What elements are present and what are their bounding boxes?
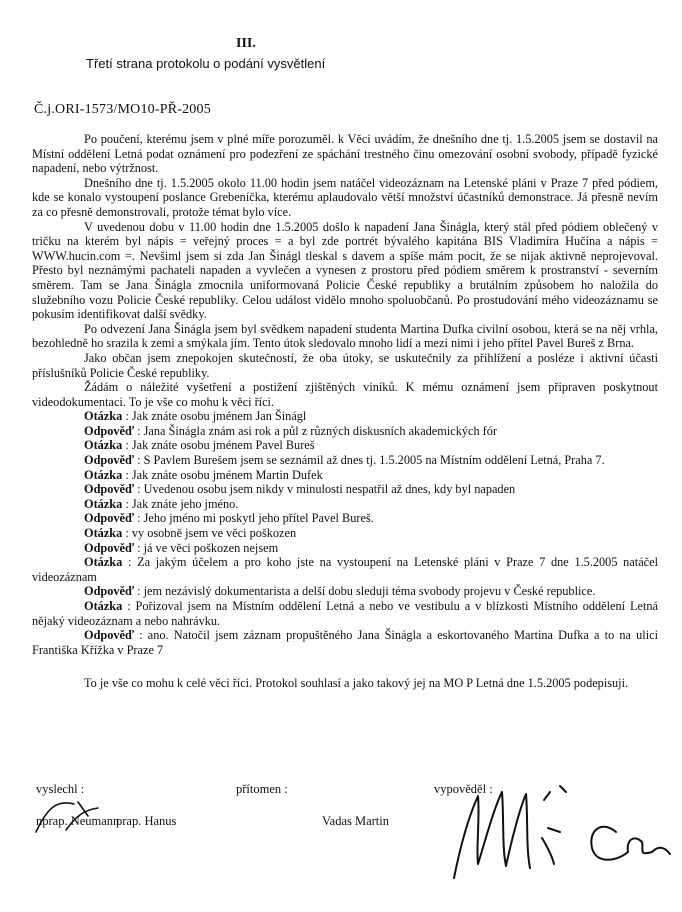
qa-label: Odpověď	[84, 511, 135, 526]
qa-label: Otázka	[84, 599, 123, 613]
qa-line	[32, 453, 658, 468]
signature-label-testified: vypověděl :	[434, 782, 493, 796]
qa-line	[32, 511, 658, 526]
paragraph: Dnešního dne tj. 1.5.2005 okolo 11.00 hodin jsem natáčel videozáznam na Letenské pláni v Praze 7 před pódiem, kde se konalo vystoupení poslance Grebeníčka, kterému aplaudovalo větší množství účastníků demonstrace. Já přesně nevím za co přesně demonstrovali, protože témat bylo více.	[32, 175, 658, 219]
qa-line	[32, 584, 658, 599]
qa-text: : Pořizoval jsem na Místním oddělení Letná a nebo ve vestibulu a v blízkosti Místního oddělení Letná nějaký videozáznam a nebo nahrávku.	[32, 599, 658, 628]
qa-label: Otázka	[84, 438, 123, 453]
document-subtitle: Třetí strana protokolu o podání vysvětlení	[86, 56, 326, 71]
qa-text: : já ve věci poškozen nejsem	[137, 540, 279, 555]
qa-label: Odpověď	[84, 423, 135, 438]
page-number-roman: III.	[236, 36, 256, 51]
qa-line	[32, 497, 658, 512]
qa-label: Otázka	[84, 409, 123, 424]
officer-name-1: nprap. Neumann	[36, 814, 120, 828]
qa-line	[32, 628, 658, 657]
signature-label-interrogated-by: vyslechl :	[36, 782, 85, 796]
signature-label-present: přítomen :	[236, 782, 288, 796]
qa-line	[32, 409, 658, 424]
paragraph: Po poučení, kterému jsem v plné míře porozuměl. k Věci uvádím, že dnešního dne tj. 1.5.2005 jsem se dostavil na Místní oddělení Letná podat oznámení pro podezření ze spáchání trestného činu omezování osobní svobody, případě fyzické napadení, nebo výtržnost.	[32, 132, 658, 176]
paragraph: Žádám o náležité vyšetření a postižení zjištěných viníků. K mému oznámení jsem připraven poskytnout videodokumentaci. To je vše co mohu k věci říci.	[32, 380, 658, 409]
qa-text: : Jak znáte jeho jméno.	[125, 496, 239, 511]
protocol-body	[32, 132, 658, 691]
paragraph: Po odvezení Jana Šinágla jsem byl svědkem napadení studenta Martina Dufka civilní osobou, která se na něj vrhla, bezohledně ho srazila k zemi a smýkala jím. Tento útok sledovalo mnoho lidí a mezi nimi i jeho přítel Pavel Bureš z Brna.	[32, 321, 658, 351]
paragraph: V uvedenou dobu v 11.00 hodin dne 1.5.2005 došlo k napadení Jana Šinágla, který stál před pódiem oblečený v tričku na kterém byl nápis = veřejný proces = a byl zde portrét bývalého kapitána BIS Vladimíra Hučína a nápis = WWW.hucin.com =. Nevšiml jsem si zda Jan Šinágl tleskal s davem a spíše mám pocit, že se nijak aktivně neprojevoval. Přesto byl neznámými pachateli napaden a vyvlečen a vynesen z prostoru před pódiem směrem k prostranství - severním směrem. Tam se Jana Šinágla zmocnila uniformovaná Policie České republiky a brutálním způsobem ho naložila do služebního vozu Policie České republiky. Celou událost vidělo mnoho spoluobčanů. Po prostudování mého videozáznamu se pokusím identifikovat další svědky.	[32, 219, 658, 322]
qa-text: : Za jakým účelem a pro koho jste na vystoupení na Letenské pláni v Praze 7 dne 1.5.2005 natáčel videozáznam	[32, 555, 658, 584]
qa-text: : Jak znáte osobu jménem Jan Šinágl	[125, 409, 307, 424]
qa-text: : ano. Natočil jsem záznam propuštěného Jana Šinágla a eskortovaného Martina Dufka a to na ulici Františka Křížka v Praze 7	[32, 628, 658, 657]
qa-label: Otázka	[84, 526, 123, 541]
qa-line	[32, 468, 658, 483]
qa-line	[32, 424, 658, 439]
qa-line	[32, 438, 658, 453]
qa-label: Odpověď	[84, 628, 135, 643]
paragraph: Jako občan jsem znepokojen skutečností, že oba útoky, se uskutečnily za přihlížení a posléze i aktivní účasti příslušníků Policie České republiky.	[32, 350, 658, 380]
officer-name-2: prap. Hanus	[116, 814, 177, 828]
qa-text: : jem nezávislý dokumentarista a delší dobu sleduji téma svobody projevu v České republice.	[137, 584, 596, 599]
qa-label: Otázka	[84, 467, 123, 482]
qa-text: : Jak znáte osobu jménem Martin Dufek	[125, 467, 323, 482]
qa-line	[32, 541, 658, 556]
qa-line	[32, 482, 658, 497]
qa-text: : Jeho jméno mi poskytl jeho přítel Pavel Bureš.	[137, 511, 374, 526]
qa-label: Otázka	[84, 496, 123, 511]
qa-text: : vy osobně jsem ve věci poškozen	[125, 526, 297, 541]
qa-label: Odpověď	[84, 584, 135, 599]
qa-line	[32, 555, 658, 584]
witness-name: Vadas Martin	[322, 814, 389, 828]
handwritten-signature	[420, 778, 680, 888]
qa-text: : S Pavlem Burešem jsem se seznámil až dnes tj. 1.5.2005 na Místním oddělení Letná, Praha 7.	[137, 453, 605, 468]
qa-text: : Jak znáte osobu jménem Pavel Bureš	[125, 438, 315, 453]
qa-line	[32, 526, 658, 541]
qa-line	[32, 599, 658, 628]
closing-statement: To je vše co mohu k celé věci říci. Protokol souhlasí a jako takový jej na MO P Letná dne 1.5.2005 podepisuji.	[84, 676, 629, 691]
qa-label: Odpověď	[84, 540, 135, 555]
officer-signature-scribble	[28, 796, 118, 836]
qa-label: Otázka	[84, 555, 123, 570]
qa-label: Odpověď	[84, 482, 135, 497]
qa-label: Odpověď	[84, 453, 135, 468]
qa-text: : Uvedenou osobu jsem nikdy v minulosti nespatřil až dnes, kdy byl napaden	[137, 482, 516, 497]
qa-text: : Jana Šinágla znám asi rok a půl z různých diskusních akademických fór	[137, 423, 498, 438]
reference-number: Č.j.ORI-1573/MO10-PŘ-2005	[34, 102, 211, 117]
